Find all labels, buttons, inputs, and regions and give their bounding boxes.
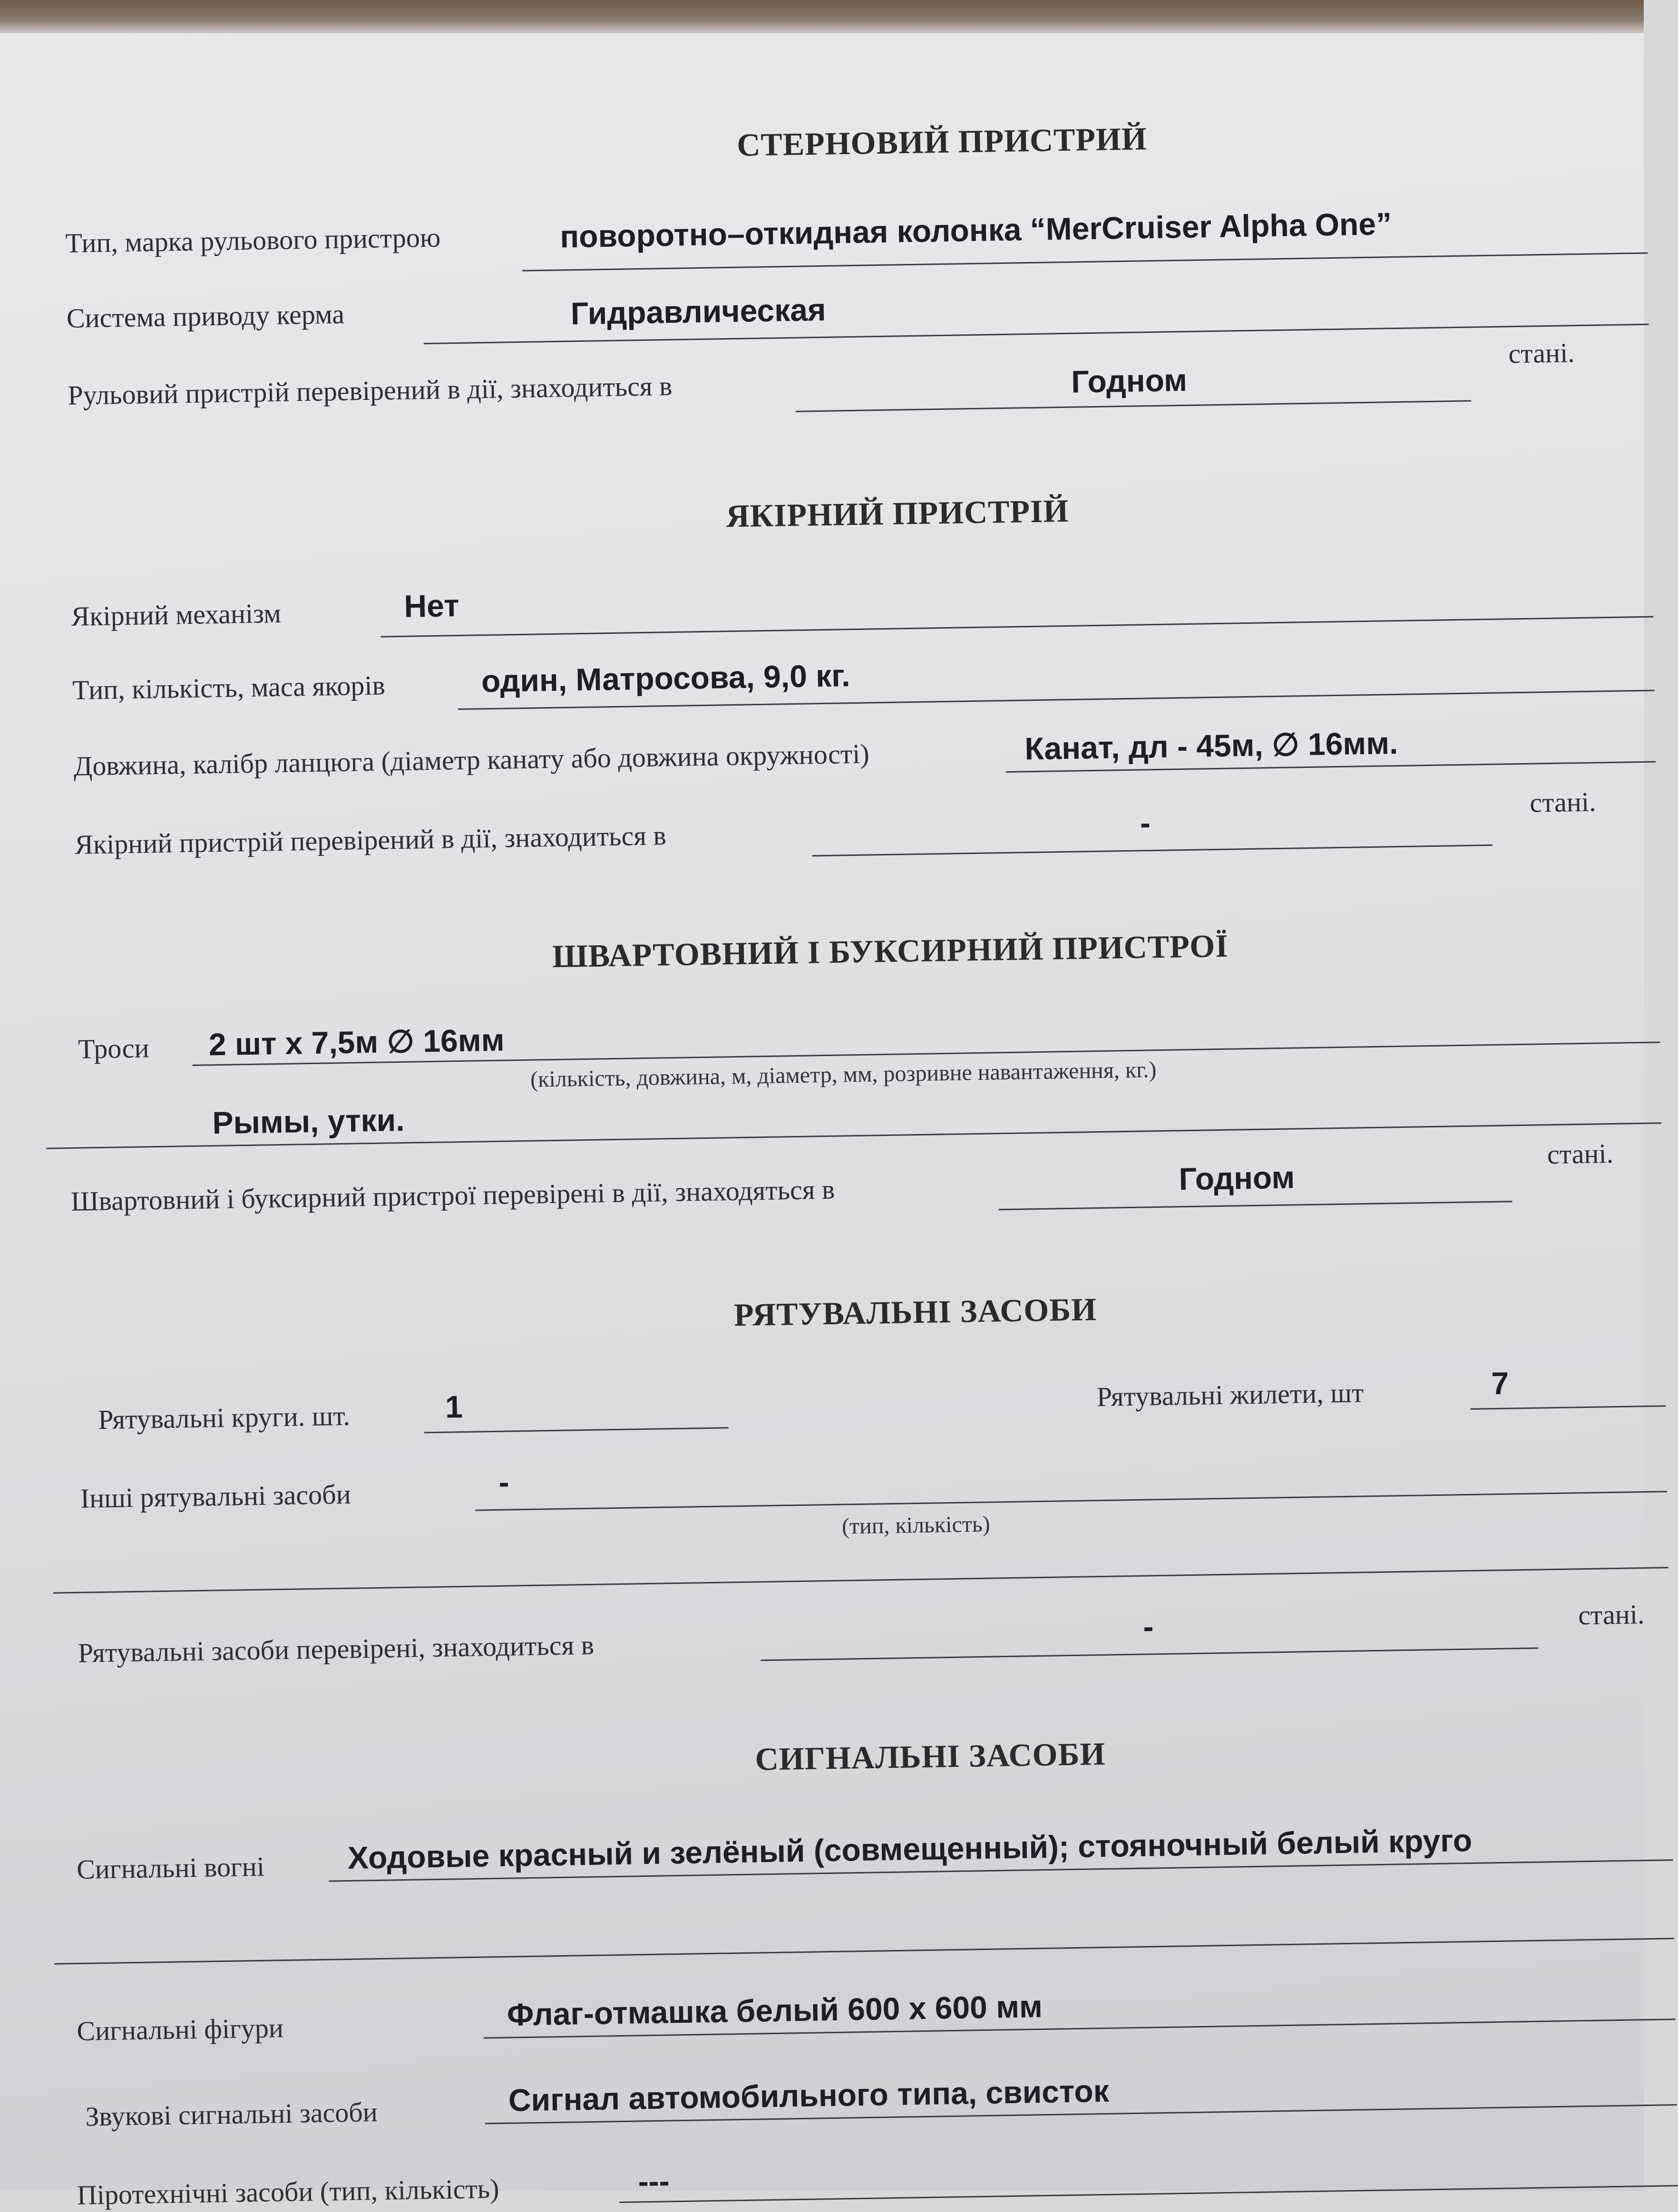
steering-type-label: Тип, марка рульового пристрою: [65, 222, 441, 259]
rescue-state-suffix: стані.: [1578, 1599, 1645, 1631]
rescue-rings-line: [424, 1427, 729, 1433]
mooring-check-label: Швартовний і буксирний пристрої перевірені в дії, знаходяться в: [70, 1174, 835, 1217]
steering-check-label: Рульовий пристрій перевірений в дії, знаходиться в: [67, 370, 673, 411]
anchor-check-line: [812, 844, 1493, 856]
anchor-mechanism-value: Нет: [403, 587, 459, 624]
signal-heading: СИГНАЛЬНІ ЗАСОБИ: [755, 1735, 1106, 1777]
mooring-ropes-label: Троси: [78, 1032, 149, 1065]
steering-heading: СТЕРНОВИЙ ПРИСТРИЙ: [736, 120, 1148, 163]
signal-figures-value: Флаг-отмашка белый 600 х 600 мм: [507, 1989, 1043, 2032]
steering-type-value: поворотно–откидная колонка “MerCruiser Alpha One”: [559, 206, 1392, 254]
signal-pyro-label: Піротехнічні засоби (тип, кількість): [77, 2173, 499, 2211]
steering-check-value: Годном: [1071, 362, 1188, 399]
signal-pyro-line: [619, 2185, 1678, 2203]
steering-check-line: [796, 400, 1471, 412]
mooring-check-value: Годном: [1179, 1159, 1295, 1197]
rescue-extra-line: [53, 1567, 1668, 1593]
signal-lights-value: Ходовые красный и зелёный (совмещенный); стояночный белый круго: [347, 1822, 1473, 1875]
mooring-heading: ШВАРТОВНИЙ І БУКСИРНИЙ ПРИСТРОЇ: [552, 927, 1229, 975]
anchor-mechanism-line: [380, 616, 1653, 638]
steering-drive-value: Гидравлическая: [570, 291, 826, 331]
rescue-vests-label: Рятувальні жилети, шт: [1096, 1377, 1364, 1413]
signal-sound-label: Звукові сигнальні засоби: [85, 2096, 378, 2132]
signal-sound-value: Сигнал автомобильного типа, свисток: [508, 2073, 1110, 2118]
anchor-heading: ЯКІРНИЙ ПРИСТРІЙ: [726, 492, 1069, 534]
anchor-anchors-label: Тип, кількість, маса якорів: [72, 669, 386, 706]
anchor-anchors-value: один, Матросова, 9,0 кг.: [481, 658, 850, 699]
rescue-other-line: [475, 1491, 1667, 1511]
rescue-check-line: [761, 1648, 1538, 1661]
mooring-ropes-value: 2 шт х 7,5м ∅ 16мм: [208, 1022, 505, 1062]
anchor-check-value: -: [1140, 805, 1151, 841]
anchor-chain-value: Канат, дл - 45м, ∅ 16мм.: [1024, 725, 1398, 766]
signal-figures-label: Сигнальні фігури: [76, 2012, 284, 2047]
anchor-check-label: Якірний пристрій перевірений в дії, знаходиться в: [74, 820, 667, 860]
rescue-check-label: Рятувальні засоби перевірені, знаходиться в: [78, 1629, 595, 1669]
anchor-chain-label: Довжина, калібр ланцюга (діаметр канату або довжина окружності): [73, 738, 870, 782]
rescue-heading: РЯТУВАЛЬНІ ЗАСОБИ: [733, 1291, 1097, 1333]
mooring-state-suffix: стані.: [1547, 1138, 1614, 1170]
rescue-other-hint: (тип, кількість): [841, 1511, 991, 1539]
mooring-check-line: [999, 1201, 1512, 1210]
steering-type-line: [522, 252, 1648, 272]
rescue-other-value: -: [498, 1464, 510, 1500]
rescue-vests-value: 7: [1491, 1365, 1509, 1401]
rescue-vests-line: [1470, 1405, 1666, 1409]
signal-extra-line: [54, 1938, 1674, 1964]
rescue-other-label: Інші рятувальні засоби: [80, 1478, 351, 1514]
signal-lights-label: Сигнальні вогні: [76, 1851, 265, 1885]
steering-state-suffix: стані.: [1508, 337, 1575, 369]
steering-drive-label: Система приводу керма: [66, 298, 345, 334]
signal-pyro-value: ---: [638, 2163, 670, 2199]
rescue-rings-label: Рятувальні круги. шт.: [98, 1400, 351, 1436]
rescue-rings-value: 1: [445, 1389, 463, 1425]
anchor-state-suffix: стані.: [1529, 786, 1596, 818]
mooring-extra-value: Рымы, утки.: [212, 1102, 405, 1141]
rescue-check-value: -: [1142, 1609, 1154, 1644]
mooring-ropes-hint: (кількість, довжина, м, діаметр, мм, розривне навантаження, кг.): [530, 1057, 1157, 1092]
anchor-mechanism-label: Якірний механізм: [71, 597, 282, 632]
